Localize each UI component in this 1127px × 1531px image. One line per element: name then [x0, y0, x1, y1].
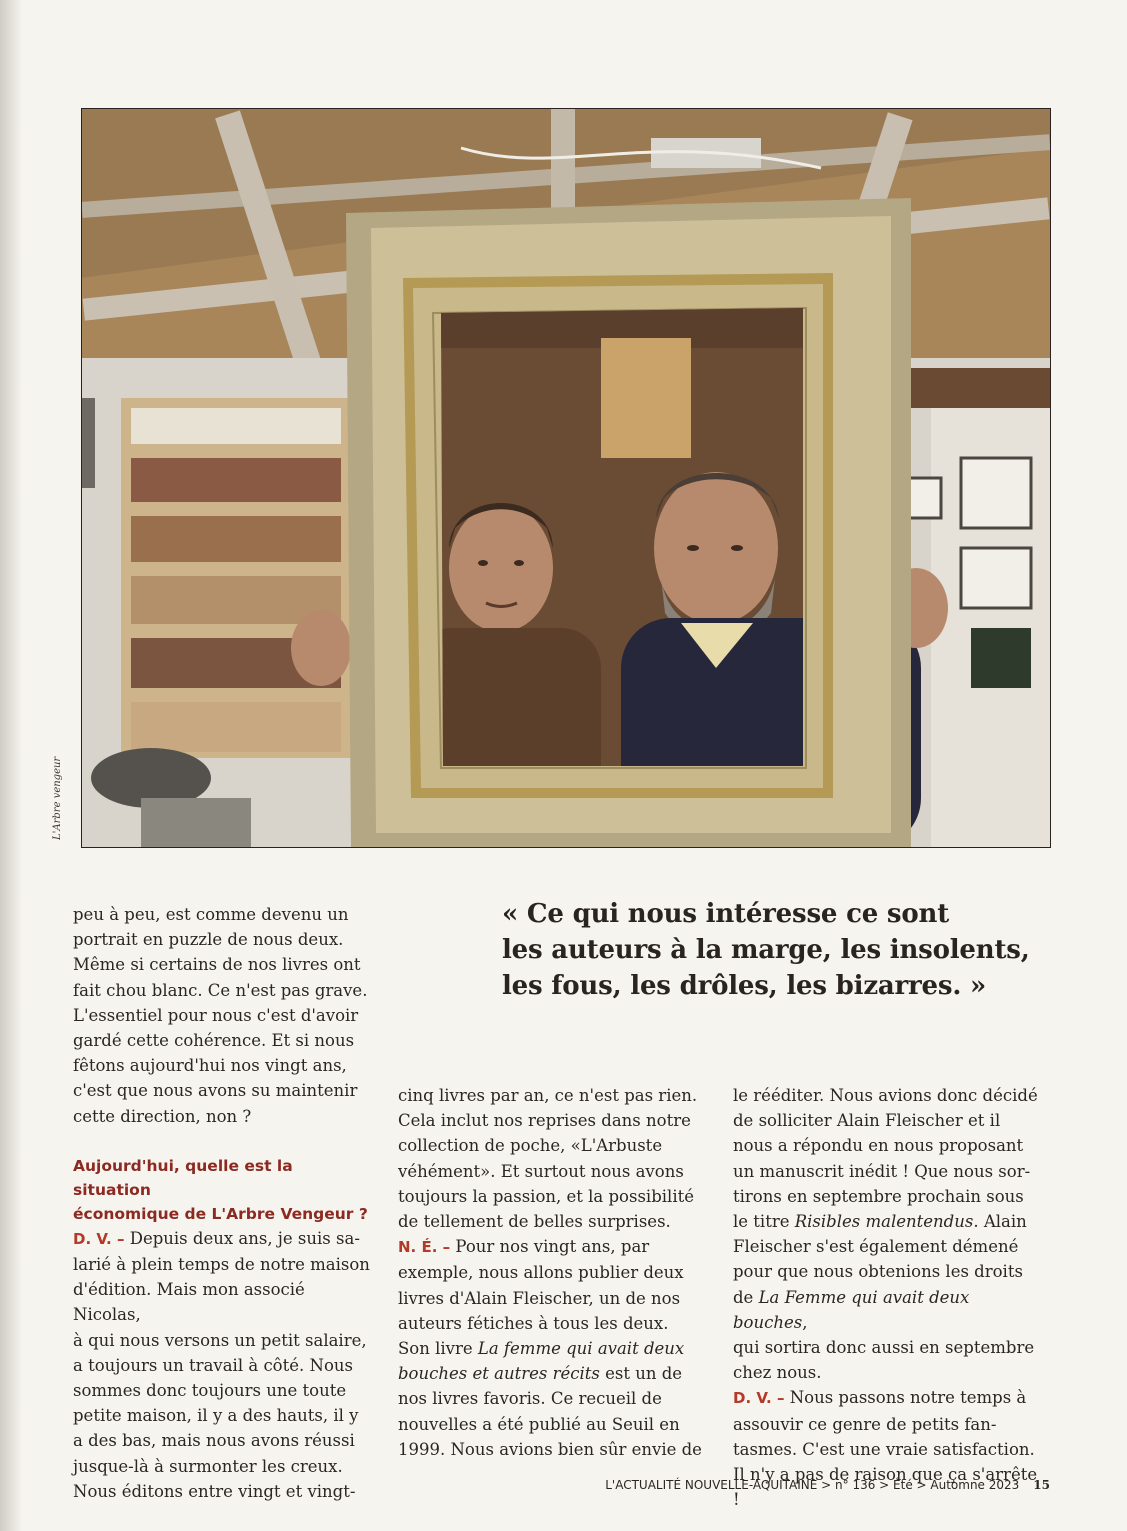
body-line: Cela inclut nos reprises dans notre — [398, 1111, 691, 1131]
body-line: sommes donc toujours une toute — [73, 1381, 347, 1401]
body-line: assouvir ce genre de petits fan- — [733, 1414, 997, 1434]
body-line: chez nous. — [733, 1363, 822, 1383]
book-title: La Femme qui avait deux bouches — [733, 1287, 970, 1332]
body-line: tirons en septembre prochain sous — [733, 1186, 1024, 1206]
body-line: auteurs fétiches à tous les deux. — [398, 1313, 669, 1333]
body-text: , — [802, 1312, 808, 1332]
book-title: bouches et autres récits — [398, 1364, 600, 1384]
body-line: livres d'Alain Fleischer, un de nos — [398, 1288, 681, 1308]
answer-text: Depuis deux ans, je suis sa- — [124, 1228, 360, 1248]
body-line: fait chou blanc. Ce n'est pas grave. — [73, 980, 368, 1000]
page-number: 15 — [1033, 1478, 1050, 1492]
body-line: fêtons aujourd'hui nos vingt ans, — [73, 1056, 347, 1076]
body-line: petite maison, il y a des hauts, il y — [73, 1406, 359, 1426]
body-line: toujours la passion, et la possibilité — [398, 1186, 694, 1206]
pull-quote-line: les fous, les drôles, les bizarres. » — [502, 971, 987, 1001]
body-line: de tellement de belles surprises. — [398, 1212, 671, 1232]
body-line: véhément». Et surtout nous avons — [398, 1161, 684, 1181]
body-line: jusque-là à surmonter les creux. — [73, 1456, 343, 1476]
body-line: cette direction, non ? — [73, 1106, 252, 1126]
body-line: le rééditer. Nous avions donc décidé — [733, 1086, 1038, 1105]
body-text: est un de — [599, 1364, 683, 1384]
answer-text: Pour nos vingt ans, par — [450, 1237, 650, 1257]
pull-quote — [502, 896, 1062, 1004]
body-line — [733, 1209, 1048, 1234]
body-text: . Alain — [973, 1212, 1027, 1232]
body-line: nos livres favoris. Ce recueil de — [398, 1389, 662, 1409]
body-line: de solliciter Alain Fleischer et il — [733, 1111, 1001, 1131]
question-line: économique de L'Arbre Vengeur ? — [73, 1204, 368, 1223]
body-line: portrait en puzzle de nous deux. — [73, 930, 344, 950]
body-line: à qui nous versons un petit salaire, — [73, 1330, 367, 1350]
body-line: Il n'y a pas de raison que ça s'arrête ! — [733, 1465, 1038, 1510]
body-line: un manuscrit inédit ! Que nous sor- — [733, 1161, 1031, 1181]
photo — [81, 108, 1051, 848]
page-gutter-shadow — [0, 0, 22, 1531]
body-line: gardé cette cohérence. Et si nous — [73, 1031, 355, 1051]
answer-line — [733, 1385, 1048, 1411]
answer-line — [398, 1234, 703, 1260]
body-line: 1999. Nous avions bien sûr envie de — [398, 1439, 702, 1459]
pull-quote-line: les auteurs à la marge, les insolents, — [502, 935, 1030, 965]
body-line: peu à peu, est comme devenu un — [73, 905, 349, 924]
speaker-label: N. É. – — [398, 1238, 451, 1257]
body-text: de — [733, 1287, 759, 1307]
speaker-label: D. V. – — [733, 1389, 785, 1408]
book-title: La femme qui avait deux — [477, 1339, 685, 1359]
body-line: nous a répondu en nous proposant — [733, 1136, 1024, 1156]
body-line: tasmes. C'est une vraie satisfaction. — [733, 1439, 1035, 1459]
body-line: cinq livres par an, ce n'est pas rien. — [398, 1086, 698, 1105]
body-line: L'essentiel pour nous c'est d'avoir — [73, 1005, 359, 1025]
body-line — [398, 1361, 703, 1386]
body-line: qui sortira donc aussi en septembre — [733, 1338, 1035, 1358]
body-line — [398, 1336, 703, 1361]
text-column-3 — [733, 1083, 1048, 1512]
photo-illustration — [81, 108, 1051, 848]
pull-quote-line: « Ce qui nous intéresse ce sont — [502, 899, 949, 929]
question-line: Aujourd'hui, quelle est la situation — [73, 1156, 293, 1199]
body-text: le titre — [733, 1212, 795, 1232]
body-line: a des bas, mais nous avons réussi — [73, 1431, 355, 1451]
body-line: Fleischer s'est également démené — [733, 1237, 1019, 1257]
speaker-label: D. V. – — [73, 1229, 125, 1248]
text-column-1 — [73, 902, 373, 1504]
body-line: exemple, nous allons publier deux — [398, 1263, 684, 1283]
body-line: pour que nous obtenions les droits — [733, 1262, 1023, 1282]
body-line: collection de poche, «L'Arbuste — [398, 1136, 663, 1156]
publication-info: L'ACTUALITÉ NOUVELLE-AQUITAINE > n° 136 > Été > Automne 2023 — [605, 1478, 1020, 1492]
answer-line — [73, 1226, 373, 1252]
body-line: d'édition. Mais mon associé Nicolas, — [73, 1280, 305, 1325]
photo-credit: L'Arbre vengeur — [52, 756, 63, 840]
answer-text: Nous passons notre temps à — [784, 1388, 1027, 1408]
body-line — [733, 1285, 1048, 1335]
body-line: larié à plein temps de notre maison — [73, 1255, 370, 1275]
body-line: Nous éditons entre vingt et vingt- — [73, 1481, 356, 1501]
body-line: a toujours un travail à côté. Nous — [73, 1355, 353, 1375]
text-column-2 — [398, 1083, 703, 1462]
book-title: Risibles malentendus — [794, 1212, 974, 1232]
body-text: Son livre — [398, 1339, 478, 1359]
body-line: c'est que nous avons su maintenir — [73, 1081, 358, 1101]
body-line: nouvelles a été publié au Seuil en — [398, 1414, 680, 1434]
body-line: Même si certains de nos livres ont — [73, 955, 361, 975]
page-footer — [580, 1478, 1050, 1492]
interview-question — [73, 1154, 373, 1226]
